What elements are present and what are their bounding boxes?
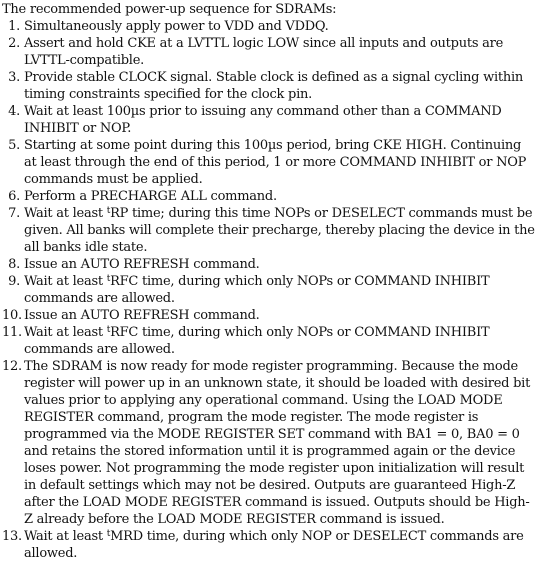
step-item <box>2 35 535 69</box>
step-text: Starting at some point during this 100µs period, bring CKE HIGH. Continuing at least through the end of this period, 1 or more COMMAND INHIBIT or NOP commands must be applied. <box>24 138 527 187</box>
timing-superscript: t <box>106 206 111 216</box>
step-number: 11. <box>2 325 22 340</box>
step-prefix: Wait at least <box>24 529 107 544</box>
step-item <box>2 205 535 256</box>
step-text: Provide stable CLOCK signal. Stable clock is defined as a signal cycling within timing constraints specified for the clock pin. <box>24 70 524 102</box>
step-number: 3. <box>8 70 20 85</box>
step-text: Issue an AUTO REFRESH command. <box>24 257 260 272</box>
step-item <box>2 324 535 358</box>
step-number: 2. <box>8 36 20 51</box>
step-text: The SDRAM is now ready for mode register programming. Because the mode register will power up in an unknown state, it should be loaded with desired bit values prior to applying any operational command. Using the LOAD MODE REGISTER command, program the mode register. The mode register is programmed via the MODE REGISTER SET command with BA1 = 0, BA0 = 0 and retains the stored information until it is programmed again or the device loses power. Not programming the mode register upon initialization will result in default settings which may not be desired. Outputs are guaranteed High-Z after the LOAD MODE REGISTER command is issued. Outputs should be High-Z already before the LOAD MODE REGISTER command is issued. <box>24 359 531 527</box>
step-text: MRD time, during which only NOP or DESELECT commands are allowed. <box>24 529 524 561</box>
step-item <box>2 103 535 137</box>
power-up-steps-list <box>2 18 535 562</box>
step-number: 5. <box>8 138 20 153</box>
step-item <box>2 256 535 273</box>
step-number: 4. <box>8 104 20 119</box>
step-prefix: Wait at least <box>24 325 107 340</box>
step-item <box>2 307 535 324</box>
step-item <box>2 137 535 188</box>
step-number: 1. <box>8 19 20 34</box>
step-number: 13. <box>2 529 22 544</box>
step-item <box>2 528 535 562</box>
step-prefix: Wait at least <box>24 274 107 289</box>
step-number: 12. <box>2 359 22 374</box>
step-number: 6. <box>8 189 20 204</box>
step-text: Wait at least 100µs prior to issuing any command other than a COMMAND INHIBIT or NOP. <box>24 104 502 136</box>
step-text: Perform a PRECHARGE ALL command. <box>24 189 277 204</box>
step-prefix: Wait at least <box>24 206 107 221</box>
step-text: RP time; during this time NOPs or DESELECT commands must be given. All banks will complete their precharge, thereby placing the device in the all banks idle state. <box>24 206 535 255</box>
step-text: RFC time, during which only NOPs or COMMAND INHIBIT commands are allowed. <box>24 325 490 357</box>
step-text: Assert and hold CKE at a LVTTL logic LOW since all inputs and outputs are LVTTL-compatible. <box>24 36 504 68</box>
timing-superscript: t <box>106 325 111 335</box>
timing-superscript: t <box>106 274 111 284</box>
step-text: Simultaneously apply power to VDD and VDDQ. <box>24 19 329 34</box>
intro-text: The recommended power-up sequence for SDRAMs: <box>2 2 337 17</box>
step-item <box>2 188 535 205</box>
step-item <box>2 18 535 35</box>
timing-superscript: t <box>106 529 111 539</box>
step-text: RFC time, during which only NOPs or COMMAND INHIBIT commands are allowed. <box>24 274 490 306</box>
step-number: 10. <box>2 308 22 323</box>
step-number: 7. <box>8 206 20 221</box>
step-item <box>2 69 535 103</box>
step-item <box>2 358 535 528</box>
step-number: 9. <box>8 274 20 289</box>
step-number: 8. <box>8 257 20 272</box>
step-item <box>2 273 535 307</box>
step-text: Issue an AUTO REFRESH command. <box>24 308 260 323</box>
